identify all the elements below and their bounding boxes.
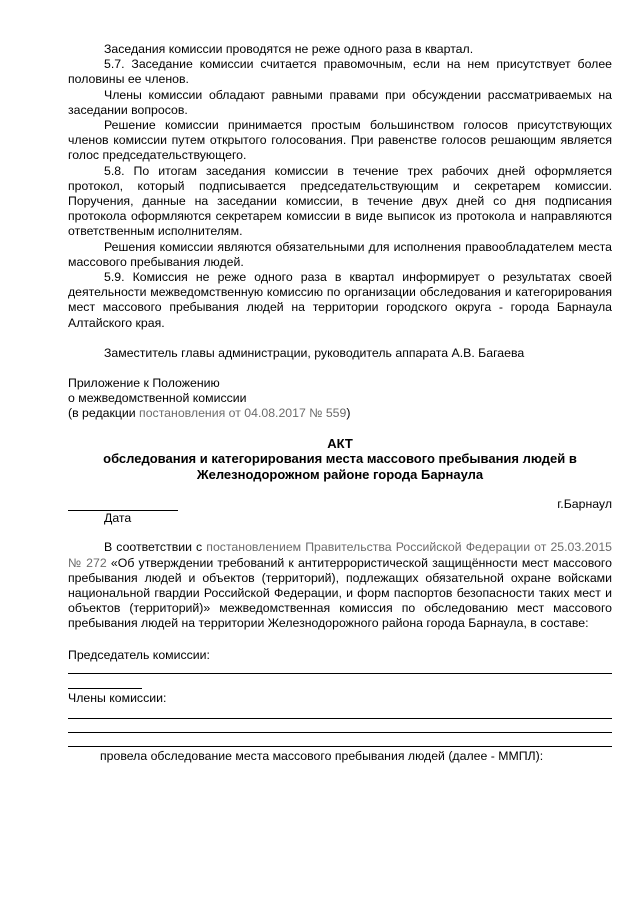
chairman-label: Председатель комиссии: xyxy=(68,647,210,662)
appendix-line-1: Приложение к Положению xyxy=(68,376,220,391)
document-page xyxy=(68,42,612,764)
act-title: АКТ xyxy=(327,435,353,451)
conducted-line: провела обследование места массового пребывания людей (далее - ММПЛ): xyxy=(100,749,544,763)
paragraph-members-rights: Члены комиссии обладают равными правами при обсуждении рассматриваемых на заседании вопросов. xyxy=(68,87,612,117)
paragraph-5-7: 5.7. Заседание комиссии считается правомочным, если на нем присутствует более половины ее членов. xyxy=(68,57,612,87)
paragraph-decisions-binding: Решения комиссии являются обязательными для исполнения правообладателем места массового пребывания людей. xyxy=(68,239,612,269)
chairman-line xyxy=(68,663,612,674)
edition-link[interactable]: постановления от 04.08.2017 № 559 xyxy=(139,406,347,421)
members-line-2 xyxy=(68,719,612,733)
signature-line: Заместитель главы администрации, руководитель аппарата А.В. Багаева xyxy=(104,345,525,360)
resolution-link[interactable]: постановлением Правительства Российской Федерации от 25.03.2015 № 272 xyxy=(68,540,612,570)
date-blank-line xyxy=(68,496,178,511)
paragraph-5-8: 5.8. По итогам заседания комиссии в течение трех рабочих дней оформляется протокол, который подписывается председательствующим и секретарем комиссии. Поручения, данные на заседании комиссии, в течение двух дней со дня подписания протокола оформляются секретарем комиссии в виде выписок из протокола и направляются ответственным исполнителям. xyxy=(68,163,612,239)
members-label: Члены комиссии: xyxy=(68,690,167,705)
act-subtitle-2: Железнодорожном районе города Барнаула xyxy=(196,466,484,482)
chairman-short-line xyxy=(68,674,142,689)
paragraph-decision: Решение комиссии принимается простым большинством голосов присутствующих членов комиссии путем открытого голосования. При равенстве голосов решающим является голос председательствующего. xyxy=(68,118,612,163)
members-line-1 xyxy=(68,706,612,719)
act-subtitle-1: обследования и категорирования места массового пребывания людей в xyxy=(103,451,577,467)
appendix-line-2: о межведомственной комиссии xyxy=(68,391,247,406)
city-label: г.Барнаул xyxy=(557,497,612,512)
date-city-row xyxy=(68,496,612,511)
paragraph-5-9: 5.9. Комиссия не реже одного раза в квартал информирует о результатах своей деятельности межведомственную комиссию по организации обследования и категорирования мест массового пребывания людей на территории городского округа - города Барнаула Алтайского края. xyxy=(68,270,612,330)
members-line-3 xyxy=(68,733,612,747)
act-intro-paragraph: В соответствии с постановлением Правительства Российской Федерации от 25.03.2015 № 272 «Об утверждении требований к антитеррористической защищённости мест массового пребывания людей и объектов (территорий), подлежащих обязательной охране войсками национальной гвардии Российской Федерации, и форм паспортов безопасности таких мест и объектов (территорий)» межведомственная комиссия по обследованию мест массового пребывания людей на территории Железнодорожного района города Барнаула, в составе: xyxy=(68,540,612,631)
appendix-edition: (в редакции постановления от 04.08.2017 № 559) xyxy=(68,406,351,421)
date-label: Дата xyxy=(104,511,132,526)
paragraph-meetings-frequency: Заседания комиссии проводятся не реже одного раза в квартал. xyxy=(104,42,474,56)
